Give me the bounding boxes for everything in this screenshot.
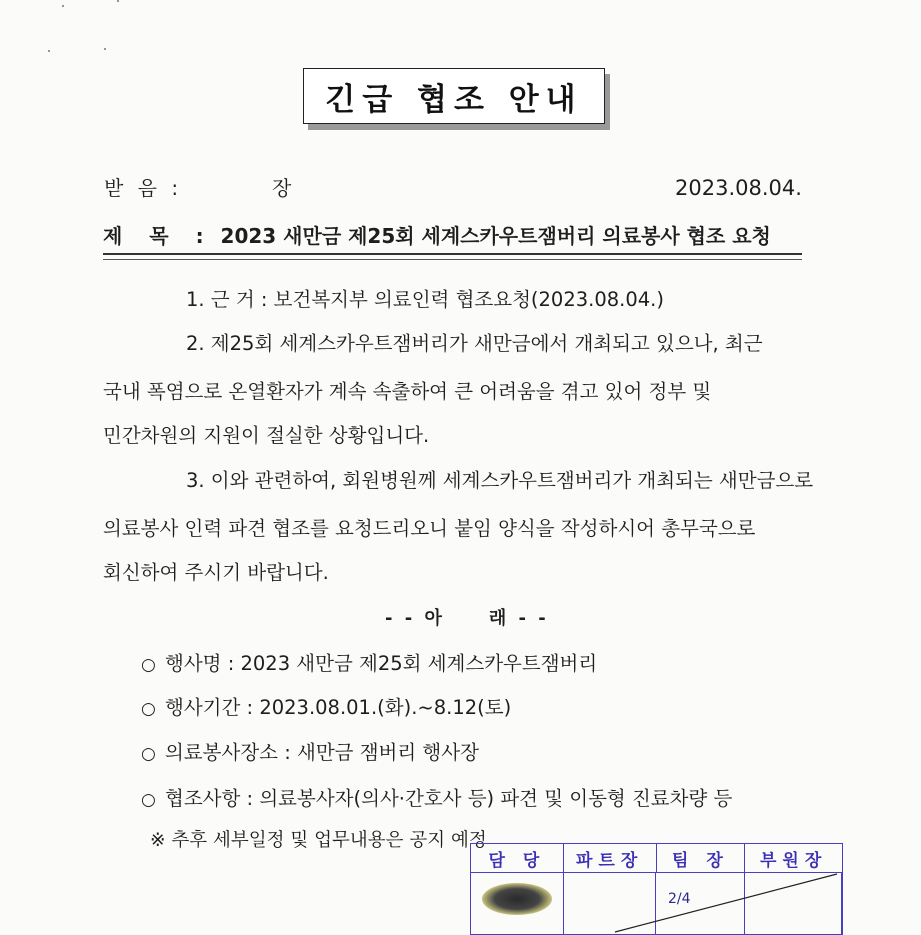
document-title: 긴급 협조 안내 bbox=[303, 68, 605, 124]
paragraph-3-line-1: 3. 이와 관련하여, 회원병원께 세계스카우트잼버리가 개최되는 새만금으로 bbox=[186, 469, 814, 492]
subject-label: 제 목 : bbox=[103, 224, 214, 248]
subject-text: 2023 새만금 제25회 세계스카우트잼버리 의료봉사 협조 요청 bbox=[220, 224, 771, 248]
bullet-icon: ○ bbox=[141, 790, 156, 810]
approval-header-cell: 담 당 bbox=[471, 844, 564, 872]
paragraph-3-line-3: 회신하여 주시기 바랍니다. bbox=[103, 561, 329, 584]
approval-header-cell: 파트장 bbox=[564, 844, 657, 872]
scan-speck bbox=[48, 50, 50, 52]
scan-speck bbox=[62, 5, 64, 7]
list-item bbox=[141, 692, 511, 720]
section-heading-left: - - 아 bbox=[385, 608, 445, 629]
paragraph-1: 1. 근 거 : 보건복지부 의료인력 협조요청(2023.08.04.) bbox=[186, 288, 664, 311]
footnote: ※ 추후 세부일정 및 업무내용은 공지 예정 bbox=[150, 830, 487, 851]
subject-rule-thin bbox=[103, 259, 802, 260]
list-item-text: 행사명 : 2023 새만금 제25회 세계스카우트잼버리 bbox=[165, 652, 598, 675]
approval-header-row bbox=[471, 844, 842, 873]
signature-text: 2/4 bbox=[668, 891, 691, 907]
subject-rule bbox=[103, 253, 802, 255]
paragraph-2-line-3: 민간차원의 지원이 절실한 상황입니다. bbox=[103, 424, 430, 447]
approval-header-cell: 팀 장 bbox=[657, 844, 746, 872]
list-item bbox=[141, 648, 597, 676]
list-item bbox=[141, 737, 479, 765]
list-item-text: 협조사항 : 의료봉사자(의사·간호사 등) 파견 및 이동형 진료차량 등 bbox=[165, 787, 733, 810]
title-box bbox=[303, 68, 605, 124]
section-heading bbox=[385, 604, 549, 630]
bullet-icon: ○ bbox=[141, 744, 156, 764]
paragraph-2-line-2: 국내 폭염으로 온열환자가 계속 속출하여 큰 어려움을 겪고 있어 정부 및 bbox=[103, 380, 712, 403]
scan-speck bbox=[104, 48, 106, 50]
bullet-icon: ○ bbox=[141, 699, 156, 719]
approval-stamp-table bbox=[470, 843, 843, 935]
section-heading-right: 래 - - bbox=[488, 608, 549, 629]
signature-smudge bbox=[482, 883, 552, 915]
recipient-value: 장 bbox=[272, 176, 292, 200]
recipient-label: 받 음 : bbox=[104, 176, 183, 200]
recipient-line bbox=[104, 172, 292, 201]
scan-speck bbox=[117, 0, 119, 2]
list-item-text: 행사기간 : 2023.08.01.(화).~8.12(토) bbox=[165, 696, 512, 719]
bullet-icon: ○ bbox=[141, 655, 156, 675]
list-item-text: 의료봉사장소 : 새만금 잼버리 행사장 bbox=[165, 741, 479, 764]
subject-line bbox=[103, 220, 771, 249]
strike-line bbox=[611, 872, 841, 934]
approval-header-cell: 부원장 bbox=[759, 850, 828, 871]
paragraph-2-line-1: 2. 제25회 세계스카우트잼버리가 새만금에서 개최되고 있으나, 최근 bbox=[186, 332, 763, 355]
list-item bbox=[141, 783, 732, 811]
paragraph-3-line-2: 의료봉사 인력 파견 협조를 요청드리오니 붙임 양식을 작성하시어 총무국으로 bbox=[103, 517, 756, 540]
document-date: 2023.08.04. bbox=[675, 176, 802, 200]
